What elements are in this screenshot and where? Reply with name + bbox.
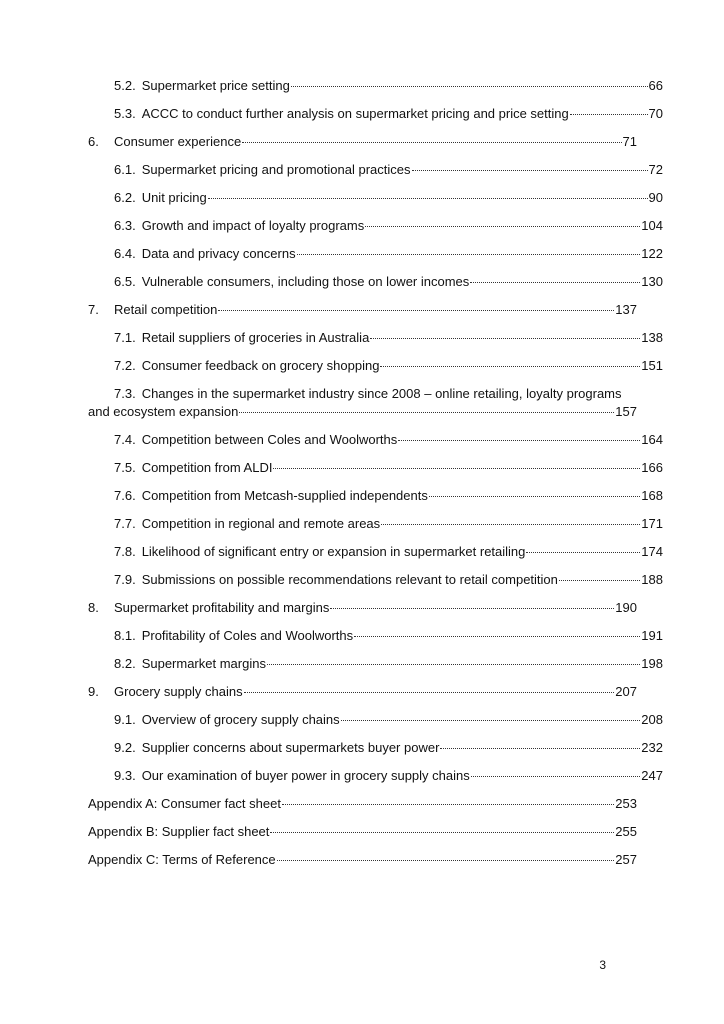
toc-title: Growth and impact of loyalty programs: [141, 218, 365, 233]
toc-number: 6.4.: [114, 246, 136, 261]
toc-entry-appendix-c[interactable]: [88, 852, 637, 868]
toc-title-line1: Changes in the supermarket industry since 2008 – online retailing, loyalty programs: [141, 386, 622, 401]
toc-number: 7.4.: [114, 432, 136, 447]
toc-number: 7.3.: [114, 386, 136, 401]
toc-entry-7-9[interactable]: [88, 572, 663, 588]
toc-page: 104: [641, 218, 663, 233]
toc-page: 137: [615, 302, 637, 317]
toc-title: Likelihood of significant entry or expansion in supermarket retailing: [141, 544, 526, 559]
toc-entry-8[interactable]: [88, 600, 637, 616]
dot-leader: [354, 635, 640, 637]
dot-leader: [370, 337, 640, 339]
dot-leader: [267, 663, 640, 665]
toc-entry-5-3[interactable]: [88, 106, 663, 122]
toc-number: 7.6.: [114, 488, 136, 503]
toc-page: 138: [641, 330, 663, 345]
toc-title: Profitability of Coles and Woolworths: [141, 628, 354, 643]
toc-page: 164: [641, 432, 663, 447]
dot-leader: [470, 281, 640, 283]
toc-page: 157: [615, 404, 637, 419]
toc-number: 6.5.: [114, 274, 136, 289]
toc-page: 188: [641, 572, 663, 587]
dot-leader: [239, 411, 614, 413]
toc-title: Supermarket margins: [141, 656, 266, 671]
toc-entry-8-2[interactable]: [88, 656, 663, 672]
toc-entry-9-1[interactable]: [88, 712, 663, 728]
toc-title: Data and privacy concerns: [141, 246, 296, 261]
toc-number: 7.7.: [114, 516, 136, 531]
toc-title: Appendix A: Consumer fact sheet: [88, 796, 281, 811]
toc-entry-appendix-a[interactable]: [88, 796, 637, 812]
toc-page: 190: [615, 600, 637, 615]
toc-number: 7.1.: [114, 330, 136, 345]
toc-page: 247: [641, 768, 663, 783]
toc-page: 253: [615, 796, 637, 811]
toc-number: 7.2.: [114, 358, 136, 373]
toc-title: Competition between Coles and Woolworths: [141, 432, 398, 447]
toc-title: Competition from ALDI: [141, 460, 273, 475]
toc-page: 70: [648, 106, 663, 121]
toc-title: Retail suppliers of groceries in Australia: [141, 330, 370, 345]
toc-title-line2: and ecosystem expansion: [88, 404, 239, 419]
toc-entry-7-7[interactable]: [88, 516, 663, 532]
toc-title: Supermarket price setting: [141, 78, 290, 93]
toc-page: 255: [615, 824, 637, 839]
dot-leader: [273, 467, 640, 469]
dot-leader: [526, 551, 640, 553]
toc-page: 90: [648, 190, 663, 205]
toc-entry-6-1[interactable]: [88, 162, 663, 178]
toc-page: 71: [622, 134, 637, 149]
dot-leader: [365, 225, 640, 227]
toc-entry-7-8[interactable]: [88, 544, 663, 560]
dot-leader: [208, 197, 648, 199]
toc-title: ACCC to conduct further analysis on supermarket pricing and price setting: [141, 106, 569, 121]
toc-page: 232: [641, 740, 663, 755]
toc-entry-6-5[interactable]: [88, 274, 663, 290]
toc-number: 6.2.: [114, 190, 136, 205]
toc-number: 7.8.: [114, 544, 136, 559]
dot-leader: [398, 439, 640, 441]
toc-number: 6.3.: [114, 218, 136, 233]
dot-leader: [244, 691, 615, 693]
dot-leader: [440, 747, 640, 749]
toc-entry-9-3[interactable]: [88, 768, 663, 784]
toc-number: 7.: [88, 302, 99, 317]
toc-page: 166: [641, 460, 663, 475]
toc-entry-8-1[interactable]: [88, 628, 663, 644]
toc-entry-7-2[interactable]: [88, 358, 663, 374]
dot-leader: [277, 859, 615, 861]
toc-entry-6-4[interactable]: [88, 246, 663, 262]
toc-title: Consumer feedback on grocery shopping: [141, 358, 380, 373]
dot-leader: [381, 523, 640, 525]
dot-leader: [471, 775, 641, 777]
toc-title: Retail competition: [114, 302, 218, 317]
toc-number: 9.2.: [114, 740, 136, 755]
toc-number: 7.9.: [114, 572, 136, 587]
toc-entry-6[interactable]: [88, 134, 637, 150]
toc-entry-appendix-b[interactable]: [88, 824, 637, 840]
toc-number: 6.1.: [114, 162, 136, 177]
toc-number: 5.3.: [114, 106, 136, 121]
dot-leader: [380, 365, 640, 367]
dot-leader: [291, 85, 648, 87]
dot-leader: [559, 579, 640, 581]
toc-title: Submissions on possible recommendations relevant to retail competition: [141, 572, 558, 587]
toc-title: Supermarket pricing and promotional practices: [141, 162, 411, 177]
toc-page: 174: [641, 544, 663, 559]
toc-title: Overview of grocery supply chains: [141, 712, 340, 727]
toc-number: 8.2.: [114, 656, 136, 671]
toc-title: Competition in regional and remote areas: [141, 516, 381, 531]
toc-title: Vulnerable consumers, including those on lower incomes: [141, 274, 470, 289]
toc-number: 8.1.: [114, 628, 136, 643]
toc-page: 208: [641, 712, 663, 727]
toc-entry-9-2[interactable]: [88, 740, 663, 756]
toc-title: Competition from Metcash-supplied independents: [141, 488, 428, 503]
toc-title: Appendix C: Terms of Reference: [88, 852, 276, 867]
toc-entry-6-3[interactable]: [88, 218, 663, 234]
toc-page: 171: [641, 516, 663, 531]
dot-leader: [570, 113, 648, 115]
toc-entry-7-4[interactable]: [88, 432, 663, 448]
toc-title: Appendix B: Supplier fact sheet: [88, 824, 270, 839]
toc-number: 7.5.: [114, 460, 136, 475]
dot-leader: [282, 803, 614, 805]
dot-leader: [412, 169, 648, 171]
toc-number: 9.: [88, 684, 99, 699]
toc-page: 66: [648, 78, 663, 93]
toc-page: 130: [641, 274, 663, 289]
toc-page: 191: [641, 628, 663, 643]
dot-leader: [341, 719, 641, 721]
toc-number: 9.3.: [114, 768, 136, 783]
toc-page: 257: [615, 852, 637, 867]
dot-leader: [297, 253, 641, 255]
toc-number: 5.2.: [114, 78, 136, 93]
toc-entry-9[interactable]: [88, 684, 637, 700]
toc-title: Unit pricing: [141, 190, 207, 205]
toc-entry-7-3[interactable]: [88, 386, 637, 420]
toc-page: 122: [641, 246, 663, 261]
toc-entry-5-2[interactable]: [88, 78, 663, 94]
dot-leader: [242, 141, 621, 143]
dot-leader: [330, 607, 614, 609]
toc-page: 168: [641, 488, 663, 503]
dot-leader: [270, 831, 614, 833]
dot-leader: [218, 309, 614, 311]
toc-title: Supplier concerns about supermarkets buyer power: [141, 740, 440, 755]
toc-entry-6-2[interactable]: [88, 190, 663, 206]
toc-page: 198: [641, 656, 663, 671]
toc-title: Supermarket profitability and margins: [114, 600, 330, 615]
toc-page: 72: [648, 162, 663, 177]
toc-entry-7-1[interactable]: [88, 330, 663, 346]
page-number: 3: [599, 958, 606, 972]
toc-title: Grocery supply chains: [114, 684, 243, 699]
toc-page: 151: [641, 358, 663, 373]
toc-entry-7[interactable]: [88, 302, 637, 318]
toc-number: 9.1.: [114, 712, 136, 727]
toc-number: 6.: [88, 134, 99, 149]
toc-number: 8.: [88, 600, 99, 615]
toc-title: Consumer experience: [114, 134, 242, 149]
dot-leader: [429, 495, 640, 497]
toc-page: 207: [615, 684, 637, 699]
toc-entry-7-5[interactable]: [88, 460, 663, 476]
toc-title: Our examination of buyer power in grocery supply chains: [141, 768, 470, 783]
toc-entry-7-6[interactable]: [88, 488, 663, 504]
